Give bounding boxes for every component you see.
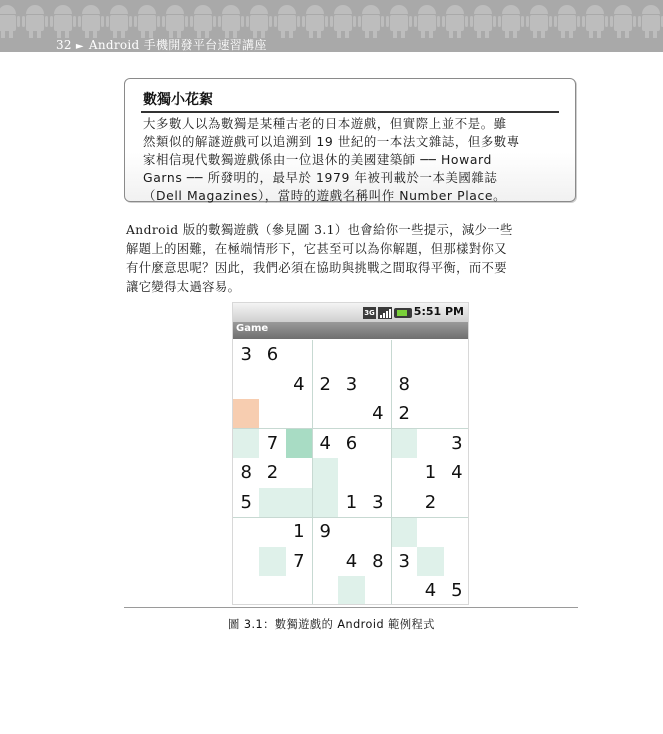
sidebar-trivia-box	[124, 78, 576, 202]
sidebar-line: 然類似的解謎遊戲可以追溯到 19 世紀的一本法文雜誌，但多數專	[143, 134, 520, 149]
sudoku-block-line	[233, 517, 469, 518]
sudoku-cell-empty[interactable]	[286, 458, 312, 488]
sudoku-cell-empty[interactable]	[338, 517, 364, 547]
sudoku-cell-empty[interactable]	[233, 517, 259, 547]
body-paragraph	[126, 221, 586, 297]
figure-caption: 圖 3.1：數獨遊戲的 Android 範例程式	[228, 618, 435, 631]
sudoku-block-line	[391, 340, 392, 605]
android-screenshot	[232, 302, 469, 605]
sudoku-cell-given[interactable]: 5	[451, 580, 463, 602]
sudoku-cell-empty[interactable]	[286, 399, 312, 429]
sudoku-cell-empty[interactable]	[391, 458, 417, 488]
sudoku-cell-given[interactable]: 2	[424, 491, 437, 513]
sudoku-cell-empty[interactable]	[259, 488, 285, 518]
paragraph-line: Android 版的數獨遊戲（參見圖 3.1）也會給你一些提示，減少一些	[126, 223, 513, 237]
sudoku-cell-empty[interactable]	[259, 517, 285, 547]
sudoku-cell-given[interactable]: 3	[372, 491, 384, 513]
sudoku-cell-empty[interactable]	[312, 576, 338, 605]
status-time: 5:51 PM	[413, 305, 464, 318]
network-3g-icon: 3G	[364, 308, 375, 317]
sudoku-cell-empty[interactable]	[233, 399, 259, 429]
sudoku-cell-empty[interactable]	[365, 458, 391, 488]
sudoku-cell-empty[interactable]	[417, 370, 443, 400]
sudoku-cell-empty[interactable]	[286, 429, 312, 459]
sudoku-cell-empty[interactable]	[444, 399, 469, 429]
sudoku-cell-given[interactable]: 3	[345, 373, 358, 395]
sidebar-line: Garns ── 所發明的，最早於 1979 年被刊載於一本美國雜誌	[143, 170, 498, 185]
sudoku-cell-empty[interactable]	[259, 370, 285, 400]
sudoku-cell-empty[interactable]	[365, 429, 391, 459]
page-header	[0, 0, 663, 52]
signal-icon	[378, 307, 392, 319]
sudoku-cell-given[interactable]: 1	[345, 491, 358, 513]
sudoku-cell-empty[interactable]	[312, 399, 338, 429]
sudoku-cell-given[interactable]: 1	[293, 521, 305, 543]
app-title-bar	[233, 322, 469, 339]
sudoku-cell-given[interactable]: 4	[319, 432, 331, 454]
sudoku-cell-empty[interactable]	[365, 517, 391, 547]
sudoku-cell-empty[interactable]	[391, 340, 417, 370]
sudoku-cell-given[interactable]: 7	[266, 432, 279, 454]
sudoku-cell-empty[interactable]	[444, 340, 469, 370]
sudoku-cell-given[interactable]: 3	[451, 432, 463, 454]
sudoku-cell-empty[interactable]	[259, 576, 285, 605]
sudoku-cell-given[interactable]: 3	[398, 550, 410, 572]
sidebar-body	[143, 115, 563, 205]
sudoku-cell-empty[interactable]	[259, 547, 285, 577]
sudoku-cell-empty[interactable]	[444, 488, 469, 518]
sudoku-cell-empty[interactable]	[233, 429, 259, 459]
sudoku-cell-empty[interactable]	[338, 399, 364, 429]
sudoku-cell-empty[interactable]	[233, 547, 259, 577]
sudoku-cell-empty[interactable]	[365, 370, 391, 400]
sudoku-cell-empty[interactable]	[338, 340, 364, 370]
paragraph-line: 解題上的困難，在極端情形下，它甚至可以為你解題，但那樣對你又	[126, 242, 507, 256]
sudoku-cell-empty[interactable]	[417, 547, 443, 577]
sudoku-cell-given[interactable]: 4	[345, 550, 358, 572]
app-title: Game	[236, 323, 269, 334]
sudoku-cell-given[interactable]: 6	[345, 432, 358, 454]
sudoku-cell-empty[interactable]	[391, 517, 417, 547]
sudoku-cell-empty[interactable]	[444, 547, 469, 577]
sudoku-cell-empty[interactable]	[312, 340, 338, 370]
sudoku-cell-given[interactable]: 3	[240, 344, 252, 365]
sudoku-cell-given[interactable]: 9	[319, 521, 331, 543]
arrow-right-icon: ►	[75, 41, 84, 52]
sudoku-cell-given[interactable]: 4	[293, 373, 305, 395]
sudoku-cell-given[interactable]: 4	[372, 403, 384, 425]
sudoku-cell-given[interactable]: 2	[398, 403, 410, 425]
paragraph-line: 有什麼意思呢？因此，我們必須在協助與挑戰之間取得平衡，而不要	[126, 261, 507, 275]
sudoku-cell-empty[interactable]	[286, 488, 312, 518]
sudoku-cell-empty[interactable]	[417, 517, 443, 547]
sudoku-cell-empty[interactable]	[338, 576, 364, 605]
sudoku-cell-empty[interactable]	[286, 340, 312, 370]
sidebar-line: 大多數人以為數獨是某種古老的日本遊戲，但實際上並不是。雖	[143, 116, 507, 131]
sudoku-cell-empty[interactable]	[444, 370, 469, 400]
page-number: 32	[56, 38, 72, 52]
sidebar-title: 數獨小花絮	[143, 92, 213, 108]
sudoku-cell-empty[interactable]	[365, 340, 391, 370]
sudoku-cell-given[interactable]: 8	[398, 373, 410, 395]
status-icons	[363, 306, 412, 319]
sudoku-cell-given[interactable]: 5	[240, 491, 252, 513]
sidebar-divider	[141, 111, 559, 113]
sudoku-cell-empty[interactable]	[286, 576, 312, 605]
sudoku-cell-empty[interactable]	[233, 576, 259, 605]
sudoku-cell-empty[interactable]	[338, 458, 364, 488]
battery-icon	[394, 308, 412, 318]
sudoku-block-line	[233, 428, 469, 429]
sidebar-line: （Dell Magazines），當時的遊戲名稱叫作 Number Place。	[143, 188, 507, 203]
book-title: Android 手機開發平台速習講座	[88, 38, 267, 52]
sudoku-cell-given[interactable]: 8	[240, 462, 252, 484]
sidebar-line: 家相信現代數獨遊戲係由一位退休的美國建築師 ── Howard	[143, 152, 492, 167]
sudoku-cell-given[interactable]: 4	[424, 580, 437, 602]
sudoku-cell-empty[interactable]	[312, 488, 338, 518]
sudoku-cell-given[interactable]: 8	[372, 550, 384, 572]
sudoku-cell-empty[interactable]	[417, 399, 443, 429]
sudoku-cell-given[interactable]: 2	[319, 373, 331, 395]
sudoku-block-line	[312, 340, 313, 605]
sudoku-cell-empty[interactable]	[312, 547, 338, 577]
sudoku-cell-empty[interactable]	[391, 488, 417, 518]
sudoku-cell-empty[interactable]	[312, 458, 338, 488]
sudoku-cell-empty[interactable]	[365, 576, 391, 605]
running-head	[56, 36, 267, 52]
status-bar	[233, 303, 469, 322]
sudoku-board[interactable]	[233, 340, 469, 605]
sudoku-cell-given[interactable]: 2	[266, 462, 279, 484]
sudoku-cell-empty[interactable]	[444, 517, 469, 547]
sudoku-cell-given[interactable]: 1	[424, 462, 437, 484]
sudoku-cell-given[interactable]: 6	[266, 344, 279, 365]
sudoku-cell-given[interactable]: 7	[293, 550, 305, 572]
caption-divider	[124, 607, 578, 608]
sudoku-cell-empty[interactable]	[417, 429, 443, 459]
sudoku-cell-empty[interactable]	[417, 340, 443, 370]
sudoku-cell-empty[interactable]	[391, 429, 417, 459]
paragraph-line: 讓它變得太過容易。	[126, 280, 241, 294]
sudoku-cell-empty[interactable]	[259, 399, 285, 429]
sudoku-cell-empty[interactable]	[391, 576, 417, 605]
sudoku-cell-given[interactable]: 4	[451, 462, 463, 484]
sudoku-cell-empty[interactable]	[233, 370, 259, 400]
